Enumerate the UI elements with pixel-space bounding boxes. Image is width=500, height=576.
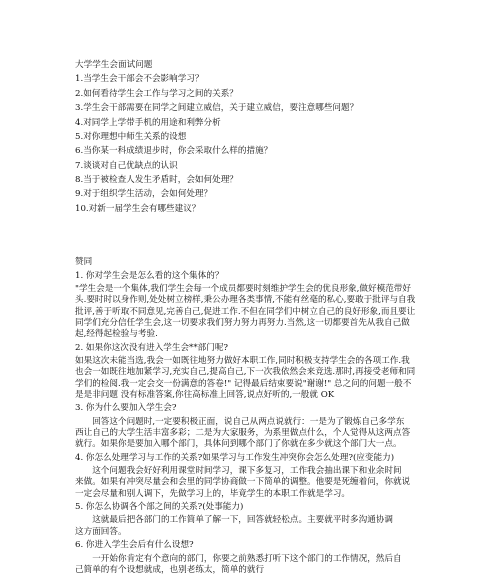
question-item: 7.谈谈对自己优缺点的认识 (75, 160, 178, 171)
question-item: 5.对你理想中师生关系的设想 (75, 131, 187, 142)
answers-heading: 赞同 (75, 257, 93, 268)
question-item: 6.当你某一科成绩退步时，你会采取什么样的措施？ (75, 146, 273, 157)
question-list (75, 74, 435, 215)
answer-question: 1. 你对学生会是怎么看的这个集体的？ (75, 270, 224, 281)
answer-line: 来做。如果有冲突尽量会和会里的同学协商做一下简单的调整。他要是死缠着问，你就说 (75, 477, 411, 488)
answer-line: 己简单的有个设想就成，也别老练太，简单的就行 (75, 564, 265, 575)
question-item: 2.如何看待学生会工作与学习之间的关系？ (75, 88, 238, 99)
answer-line: 学们的检阅.我一定会交一份满意的答卷!" 记得最后结束要说"谢谢!" 总之问的问题一般不 (75, 378, 412, 389)
answer-question: 2. 如果你这次没有进入学生会**部门呢? (75, 342, 229, 353)
answer-question: 5. 你怎么协调各个部之间的关系?(处事能力) (75, 502, 244, 513)
answer-line: 同学们充分信任学生会,这一切要求我们努力努力再努力.当然,这一切都要首先从我自己做 (75, 317, 410, 328)
answer-line: 回答这个问题时,一定要积极正面，说自己从两点说就行：一是为了锻炼自己多学东 (92, 416, 405, 427)
answer-line: 是是非问题 没有标准答案,你往高标准上回答,说点好听的,一般就 OK (75, 390, 335, 401)
answer-line: 批评,善于听取不同意见,完善自己,促进工作.不但在同学们中树立自己的良好形象,而且要让 (75, 306, 416, 317)
answer-question: 4. 你怎么处理学习与工作的关系?如果学习与工作发生冲突你会怎么处理?(应变能力) (75, 452, 395, 463)
question-item: 4.对同学上学带手机的用途和利弊分析 (75, 117, 221, 128)
answer-line: 一定会尽量和别人调下，先做学习上的，毕竟学生的本职工作就是学习。 (75, 488, 351, 499)
answer-line: 西让自己的大学生活丰富多彩；二是为大家服务，为系里做点什么，个人觉得从这两点答 (75, 428, 411, 439)
question-item: 10.对新一届学生会有哪些建议？ (75, 203, 201, 214)
question-item: 3.学生会干部需要在同学之间建立威信，关于建立威信，要注意哪些问题？ (75, 103, 359, 114)
answer-line: 头.要时时以身作则,处处树立榜样,秉公办理各类事情,不能有丝毫的私心,要敢于批评与自我 (75, 295, 416, 306)
answer-line: 这个问题我会好好利用课堂时间学习，课下多复习，工作我会抽出课下和业余时间 (92, 466, 402, 477)
section-gap (75, 218, 435, 257)
answer-line: "学生会是一个集体,我们学生会每一个成员都要时刻维护学生会的优良形象,做好模范带好 (75, 283, 411, 294)
answer-line: 就行。如果你是要加入哪个部门，具体问到哪个部门了你就在多少就这个部门大一点。 (75, 439, 402, 450)
answer-question: 6. 你进入学生会后有什么设想? (75, 540, 194, 551)
question-item: 9.对于组织学生活动，会如何处理？ (75, 189, 213, 200)
answer-line: 这就最后把各部门的工作简单了解一下，回答就轻松点。主要就平时多沟通协调 (92, 515, 393, 526)
document-body (75, 60, 435, 576)
answer-line: 一开始你肯定有个意向的部门，你要之前熟悉打听下这个部门的工作情况，然后自 (92, 553, 402, 564)
question-item: 8.当于被检查人发生矛盾时，会如何处理？ (75, 175, 238, 186)
answer-line: 也会一如既往地加紧学习,充实自己,提高自己,下一次我依然会来竞选.那时,再接受老师和同 (75, 367, 416, 378)
answer-question: 3. 你为什么要加入学生会? (75, 403, 177, 414)
document-title: 大学学生会面试问题 (75, 60, 153, 70)
answer-line: 起,经得起检验与考验. (75, 329, 158, 340)
answer-line: 如果这次未能当选,我会一如既往地努力做好本职工作,同时积极支持学生会的各项工作.我 (75, 356, 410, 366)
question-item: 1.当学生会干部会不会影响学习？ (75, 74, 204, 85)
answer-line: 这方面回答。 (75, 526, 127, 537)
